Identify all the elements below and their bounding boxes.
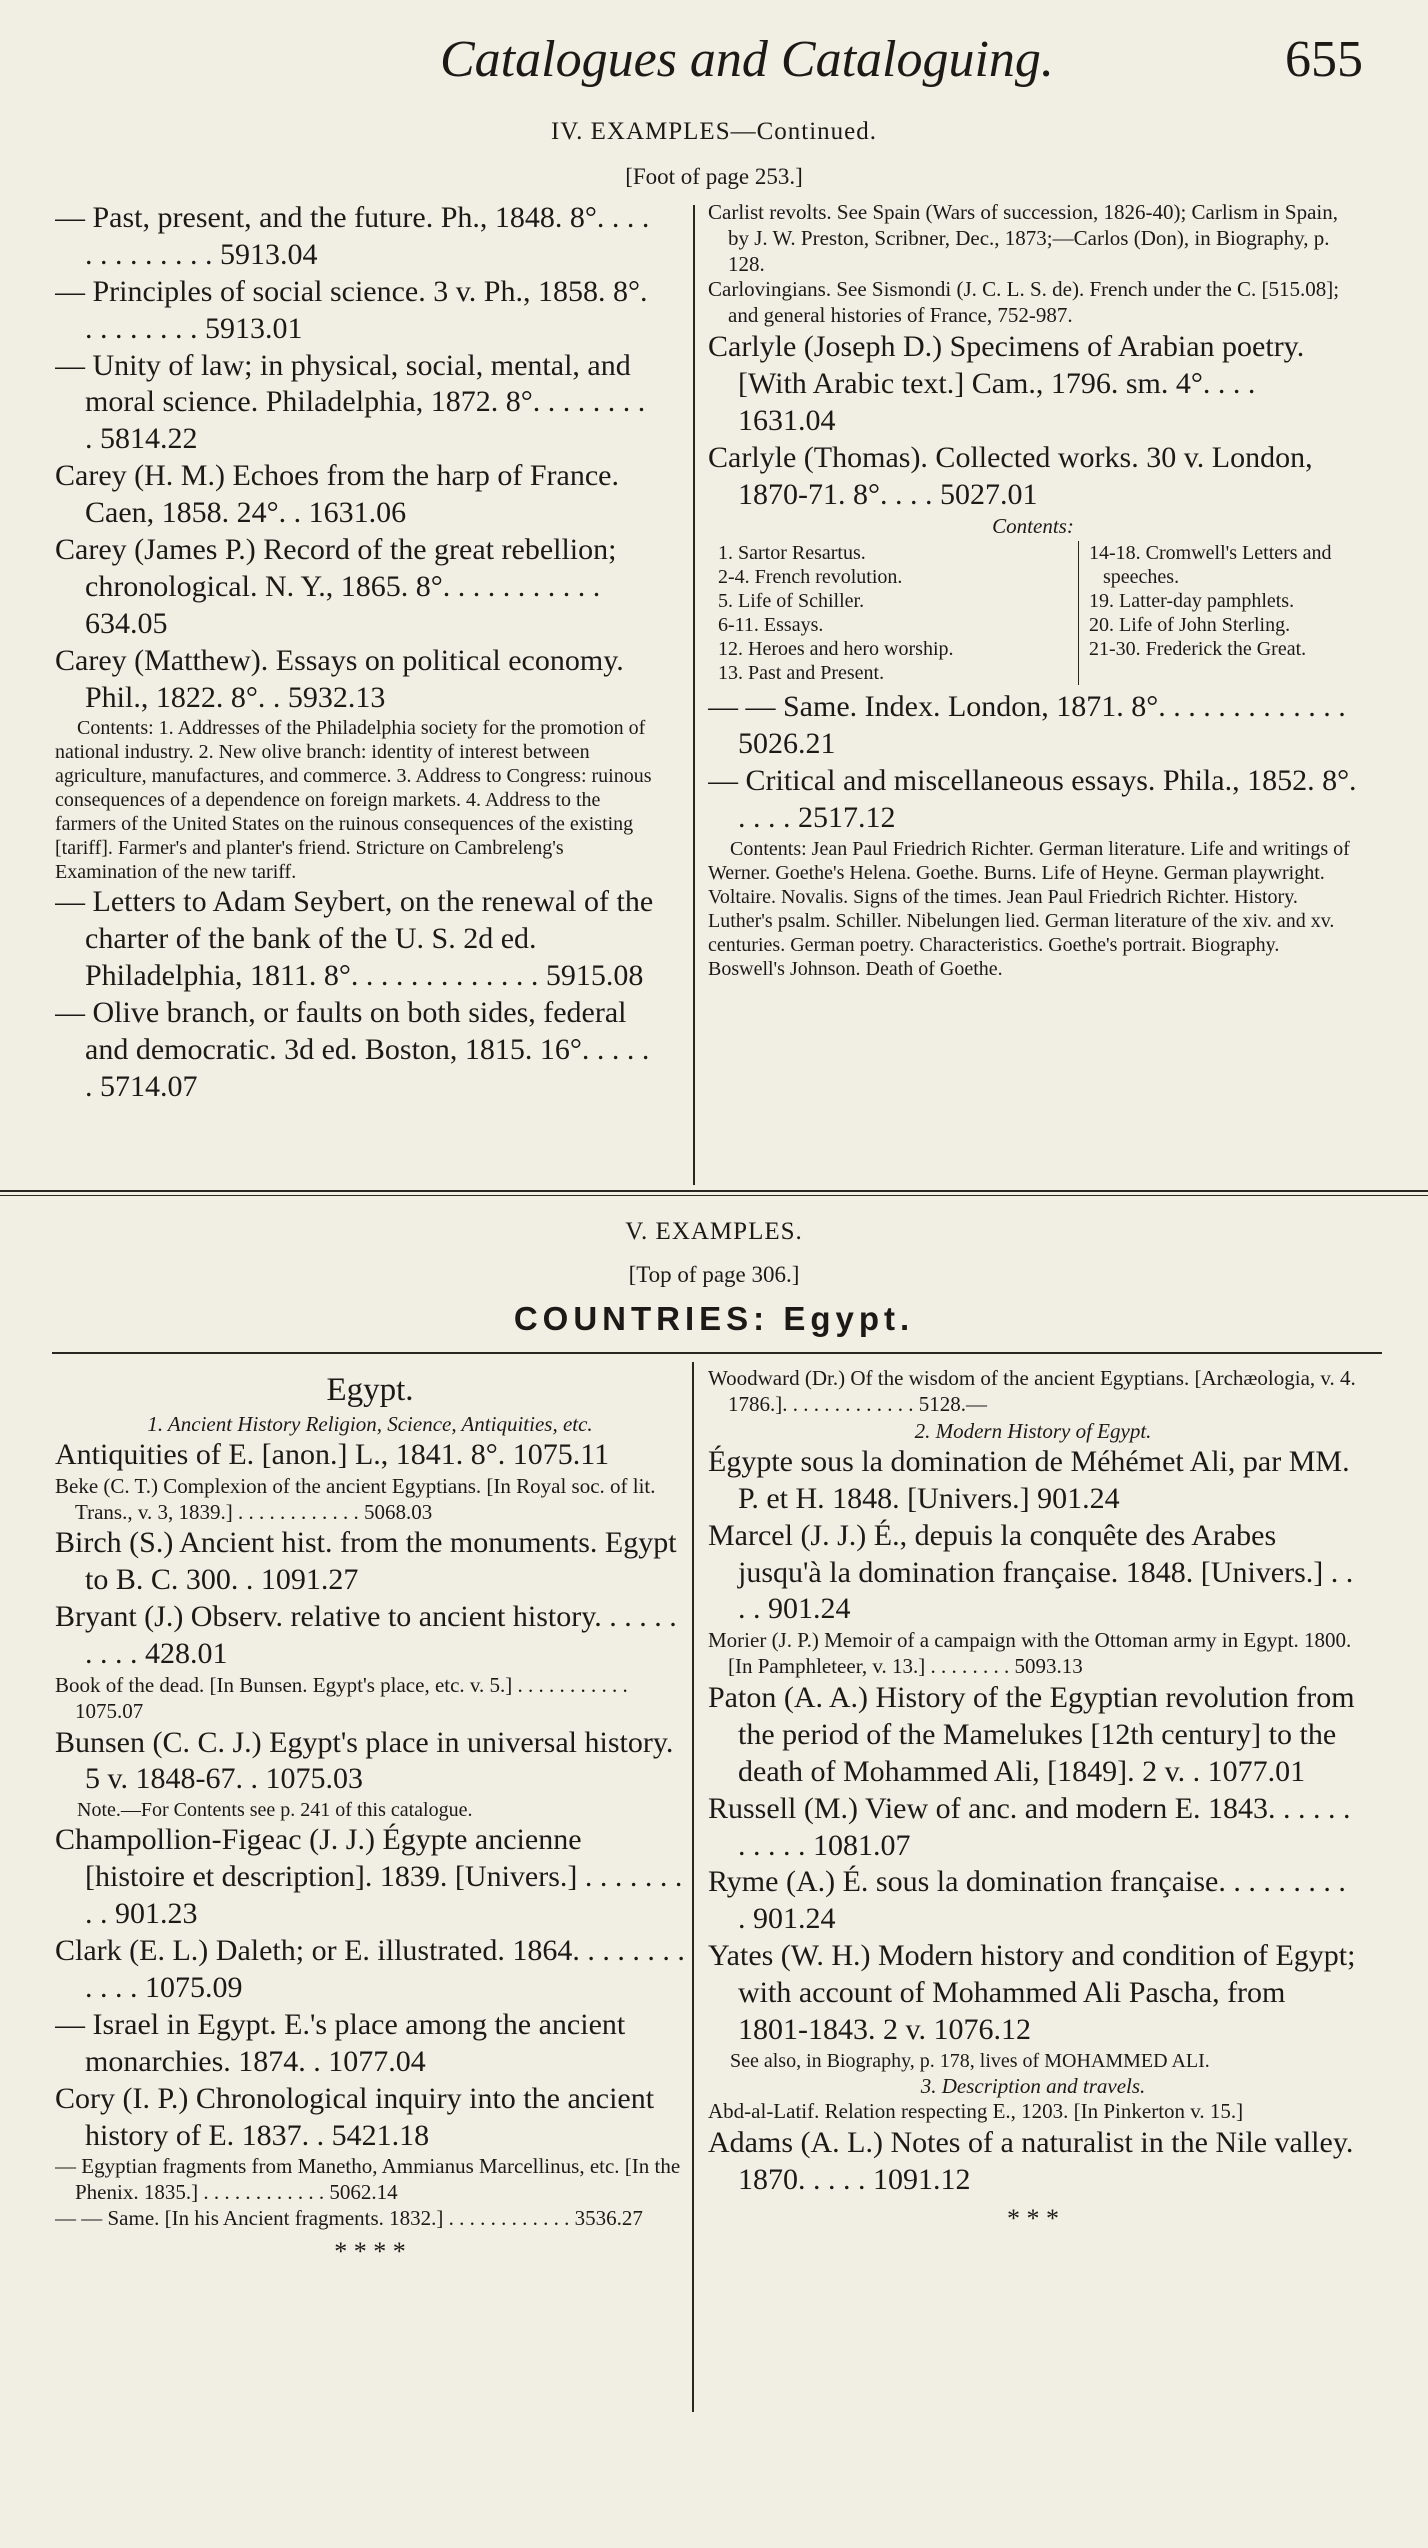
catalogue-entry: Égypte sous la domination de Méhémet Ali, par MM. P. et H. 1848. [Univers.] 901.24 — [708, 1444, 1350, 1515]
contents-item: 6-11. Essays. — [718, 614, 824, 637]
contents-item: 20. Life of John Sterling. — [1089, 614, 1291, 637]
catalogue-entry: — Unity of law; in physical, social, mental, and moral science. Philadelphia, 1872. 8°. . . . . . . . . 5814.22 — [55, 348, 646, 456]
contents-label: Contents: — [992, 513, 1074, 538]
contents-item: 5. Life of Schiller. — [718, 590, 865, 613]
countries-rule — [52, 1352, 1382, 1354]
section-v-right-column — [708, 1366, 1358, 2411]
catalogue-entry: Russell (M.) View of anc. and modern E. 1843. . . . . . . . . . . 1081.07 — [708, 1791, 1351, 1862]
section-iv-right-column — [708, 200, 1358, 1185]
contents-item: 2-4. French revolution. — [718, 566, 903, 589]
section-2-heading: 2. Modern History of Egypt. — [914, 1418, 1152, 1443]
catalogue-entry: — Letters to Adam Seybert, on the renewal of the charter of the bank of the U. S. 2d ed. Philadelphia, 1811. 8°. . . . . . . . . . . . . 5915.08 — [55, 885, 654, 993]
running-head — [0, 22, 1428, 92]
catalogue-entry: Birch (S.) Ancient hist. from the monuments. Egypt to B. C. 300. . 1091.27 — [55, 1526, 677, 1597]
egypt-title: Egypt. — [326, 1372, 414, 1408]
catalogue-entry: Ryme (A.) É. sous la domination française. . . . . . . . . . 901.24 — [708, 1865, 1346, 1936]
page-number: 655 — [1285, 31, 1363, 88]
catalogue-entry: Abd-al-Latif. Relation respecting E., 1203. [In Pinkerton v. 15.] — [708, 2099, 1244, 2124]
catalogue-entry: Bunsen (C. C. J.) Egypt's place in universal history. 5 v. 1848-67. . 1075.03 — [55, 1725, 674, 1796]
contents-item: 13. Past and Present. — [718, 662, 885, 685]
contents-table — [708, 541, 1358, 685]
catalogue-entry: Bryant (J.) Observ. relative to ancient history. . . . . . . . . . 428.01 — [55, 1600, 677, 1671]
section-iv-subheading: [Foot of page 253.] — [625, 164, 803, 189]
contents-note: Contents: Jean Paul Friedrich Richter. German literature. Life and writings of Werner. Goethe's Helena. Goethe. Burns. Life of Heyne. German playwright. Voltaire. Novalis. Signs of the times. Jean Paul Friedrich Richter. History. Luther's psalm. Schiller. Nibelungen lied. German literature of the xiv. and xv. centuries. German poetry. Characteristics. Goethe's portrait. Biography. Boswell's Johnson. Death of Goethe. — [708, 837, 1350, 980]
catalogue-entry: Carlyle (Thomas). Collected works. 30 v. London, 1870-71. 8°. . . . 5027.01 — [708, 440, 1313, 511]
catalogue-entry: Morier (J. P.) Memoir of a campaign with the Ottoman army in Egypt. 1800. [In Pamphleteer, v. 13.] . . . . . . . . 5093.13 — [708, 1628, 1352, 1679]
catalogue-entry: Woodward (Dr.) Of the wisdom of the ancient Egyptians. [Archæologia, v. 4. 1786.]. . . . . . . . . . . . . 5128.— — [708, 1366, 1356, 1416]
catalogue-entry: Carlovingians. See Sismondi (J. C. L. S. de). French under the C. [515.08]; and general histories of France, 752-987. — [708, 277, 1340, 328]
section-rule-thin — [0, 1195, 1428, 1196]
contents-item: 19. Latter-day pamphlets. — [1089, 590, 1295, 613]
contents-item: 14-18. Cromwell's Letters and speeches. — [1089, 542, 1332, 589]
catalogue-entry: Carey (James P.) Record of the great rebellion; chronological. N. Y., 1865. 8°. . . . . . . . . . . 634.05 — [55, 533, 617, 640]
contents-item: 12. Heroes and hero worship. — [718, 638, 954, 661]
catalogue-entry: — Israel in Egypt. E.'s place among the ancient monarchies. 1874. . 1077.04 — [55, 2007, 626, 2078]
contents-right — [1079, 541, 1358, 685]
section-rule — [0, 1190, 1428, 1192]
catalogue-entry: — — Same. Index. London, 1871. 8°. . . . . . . . . . . . . 5026.21 — [708, 690, 1346, 761]
catalogue-entry: Antiquities of E. [anon.] L., 1841. 8°. 1075.11 — [55, 1437, 610, 1471]
catalogue-entry: — Olive branch, or faults on both sides, federal and democratic. 3d ed. Boston, 1815. 16°. . . . . . 5714.07 — [55, 996, 650, 1103]
catalogue-entry: Carey (H. M.) Echoes from the harp of France. Caen, 1858. 24°. . 1631.06 — [55, 459, 619, 530]
catalogue-entry: Champollion-Figeac (J. J.) Égypte ancienne [histoire et description]. 1839. [Univers.] . . . . . . . . . 901.23 — [55, 1823, 683, 1931]
section-v-heading: V. EXAMPLES. — [625, 1218, 803, 1245]
running-title: Catalogues and Cataloguing. — [440, 31, 1054, 88]
section-v-left-column — [55, 1370, 685, 2410]
catalogue-entry: Clark (E. L.) Daleth; or E. illustrated. 1864. . . . . . . . . . . . 1075.09 — [55, 1934, 685, 2004]
column-divider — [693, 205, 695, 1185]
countries-heading: COUNTRIES: Egypt. — [513, 1300, 915, 1337]
contents-item: 21-30. Frederick the Great. — [1089, 638, 1307, 661]
catalogue-entry: Beke (C. T.) Complexion of the ancient Egyptians. [In Royal soc. of lit. Trans., v. 3, 1839.] . . . . . . . . . . . . 5068.03 — [55, 1473, 656, 1524]
stars-left: * * * * — [334, 2236, 406, 2266]
section-v-subheading: [Top of page 306.] — [628, 1262, 800, 1287]
catalogue-entry: — Principles of social science. 3 v. Ph., 1858. 8°. . . . . . . . . 5913.01 — [55, 274, 648, 345]
catalogue-entry: — Egyptian fragments from Manetho, Ammianus Marcellinus, etc. [In the Phenix. 1835.] . . . . . . . . . . . . 5062.14 — [55, 2154, 681, 2205]
catalogue-entry: — Critical and miscellaneous essays. Phila., 1852. 8°. . . . . 2517.12 — [708, 764, 1357, 835]
catalogue-entry: See also, in Biography, p. 178, lives of MOHAMMED ALI. — [730, 2049, 1210, 2072]
catalogue-entry: — — Same. [In his Ancient fragments. 1832.] . . . . . . . . . . . . 3536.27 — [55, 2206, 643, 2231]
section-3-heading: 3. Description and travels. — [920, 2073, 1146, 2098]
section-1-heading: 1. Ancient History Religion, Science, Antiquities, etc. — [147, 1411, 593, 1436]
catalogue-entry: Cory (I. P.) Chronological inquiry into the ancient history of E. 1837. . 5421.18 — [55, 2081, 655, 2152]
catalogue-entry: Note.—For Contents see p. 241 of this catalogue. — [77, 1799, 473, 1822]
catalogue-entry: Carlyle (Joseph D.) Specimens of Arabian poetry. [With Arabic text.] Cam., 1796. sm. 4°. . . . 1631.04 — [708, 330, 1305, 437]
column-divider-v — [692, 1362, 694, 2412]
contents-note: Contents: 1. Addresses of the Philadelphia society for the promotion of national industry. 2. New olive branch: identity of interest between agriculture, manufactures, and commerce. 3. Address to Congress: ruinous consequences of a dependence on foreign markets. 4. Address to the farmers of the United States on the ruinous consequences of the existing [tariff]. Farmer's and planter's friend. Stricture on Cambreleng's Examination of the new tariff. — [55, 717, 652, 884]
catalogue-entry: Marcel (J. J.) É., depuis la conquête des Arabes jusqu'à la domination française. 1848. [Univers.] . . . . 901.24 — [708, 1518, 1354, 1626]
section-iv-left-column — [55, 200, 655, 1185]
catalogue-entry: Paton (A. A.) History of the Egyptian revolution from the period of the Mamelukes [12th century] to the death of Mohammed Ali, [1849]. 2 v. . 1077.01 — [708, 1681, 1355, 1788]
contents-left — [708, 541, 1079, 685]
catalogue-entry: Adams (A. L.) Notes of a naturalist in the Nile valley. 1870. . . . . 1091.12 — [708, 2126, 1354, 2196]
catalogue-entry: Book of the dead. [In Bunsen. Egypt's place, etc. v. 5.] . . . . . . . . . . . 1075.07 — [55, 1672, 628, 1723]
contents-item: 1. Sartor Resartus. — [718, 542, 866, 565]
catalogue-entry: Carlist revolts. See Spain (Wars of succession, 1826-40); Carlism in Spain, by J. W. Preston, Scribner, Dec., 1873;—Carlos (Don), in Biography, p. 128. — [708, 200, 1338, 276]
catalogue-entry: Carey (Matthew). Essays on political economy. Phil., 1822. 8°. . 5932.13 — [55, 643, 624, 714]
catalogue-entry: — Past, present, and the future. Ph., 1848. 8°. . . . . . . . . . . . . 5913.04 — [55, 201, 650, 271]
stars-right: * * * — [1007, 2203, 1059, 2233]
section-iv-heading: IV. EXAMPLES—Continued. — [550, 118, 878, 145]
catalogue-entry: Yates (W. H.) Modern history and condition of Egypt; with account of Mohammed Ali Pascha, from 1801-1843. 2 v. 1076.12 — [708, 1939, 1356, 2047]
